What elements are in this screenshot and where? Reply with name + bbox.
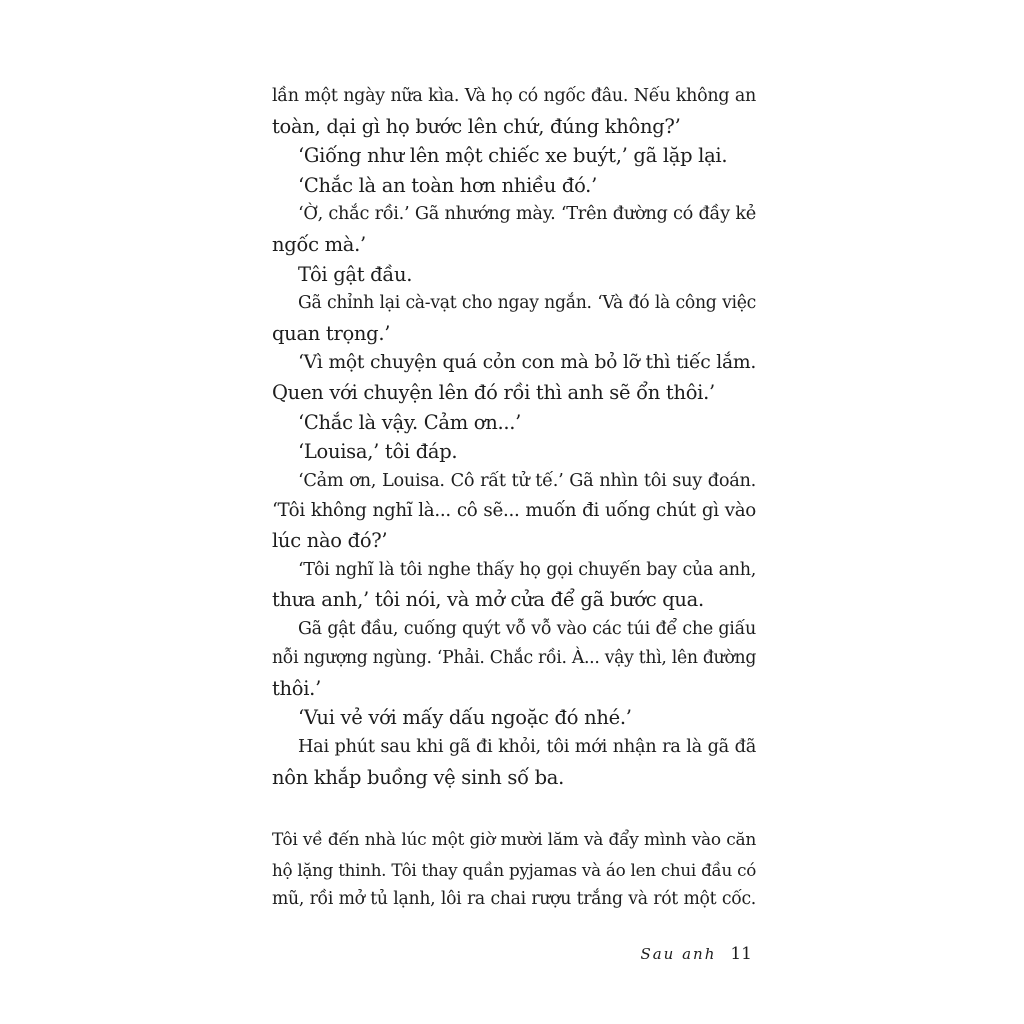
text-line: ‘Ờ, chắc rồi.’ Gã nhướng mày. ‘Trên đường có đầy kẻ [298, 204, 756, 225]
text-line: Tôi về đến nhà lúc một giờ mười lăm và đẩy mình vào căn [272, 830, 756, 850]
text-line: ‘Giống như lên một chiếc xe buýt,’ gã lặp lại. [298, 144, 728, 168]
text-line: ‘Tôi nghĩ là tôi nghe thấy họ gọi chuyến bay của anh, [298, 559, 756, 580]
text-line: nôn khắp buồng vệ sinh số ba. [272, 765, 565, 789]
text-line: ‘Cảm ơn, Louisa. Cô rất tử tế.’ Gã nhìn tôi suy đoán. [298, 470, 756, 491]
text-line: ‘Vì một chuyện quá cỏn con mà bỏ lỡ thì tiếc lắm. [298, 352, 756, 374]
text-line: Tôi gật đầu. [298, 262, 413, 286]
text-line: lần một ngày nữa kìa. Và họ có ngốc đâu. Nếu không an [272, 86, 756, 106]
text-line: lúc nào đó?’ [272, 528, 388, 552]
text-line: Gã gật đầu, cuống quýt vỗ vỗ vào các túi để che giấu [298, 618, 756, 639]
text-line: ‘Louisa,’ tôi đáp. [298, 440, 458, 464]
body-text-section-2 [272, 826, 756, 915]
text-line: thưa anh,’ tôi nói, và mở cửa để gã bước qua. [272, 588, 704, 612]
body-text-section-1 [272, 82, 756, 792]
text-line: mũ, rồi mở tủ lạnh, lôi ra chai rượu trắng và rót một cốc. [272, 889, 756, 910]
text-line: ‘Chắc là vậy. Cảm ơn...’ [298, 410, 522, 434]
text-line: hộ lặng thinh. Tôi thay quần pyjamas và áo len chui đầu có [272, 859, 756, 880]
text-line: Quen với chuyện lên đó rồi thì anh sẽ ổn thôi.’ [272, 380, 715, 404]
page-number: 11 [730, 944, 752, 964]
text-line: quan trọng.’ [272, 321, 391, 345]
text-line: ‘Chắc là an toàn hơn nhiều đó.’ [298, 173, 597, 197]
page-footer [640, 944, 752, 964]
text-line: ngốc mà.’ [272, 232, 366, 256]
text-line: ‘Vui vẻ với mấy dấu ngoặc đó nhé.’ [298, 706, 632, 730]
text-line: nỗi ngượng ngùng. ‘Phải. Chắc rồi. À... vậy thì, lên đường [272, 648, 757, 669]
text-line: ‘Tôi không nghĩ là... cô sẽ... muốn đi uống chút gì vào [272, 500, 756, 522]
running-head: Sau anh [640, 945, 717, 963]
text-line: thôi.’ [272, 676, 321, 700]
text-line: toàn, dại gì họ bước lên chứ, đúng không?’ [272, 114, 681, 138]
text-line: Gã chỉnh lại cà-vạt cho ngay ngắn. ‘Và đó là công việc [298, 293, 756, 314]
text-line: Hai phút sau khi gã đi khỏi, tôi mới nhận ra là gã đã [298, 737, 756, 758]
